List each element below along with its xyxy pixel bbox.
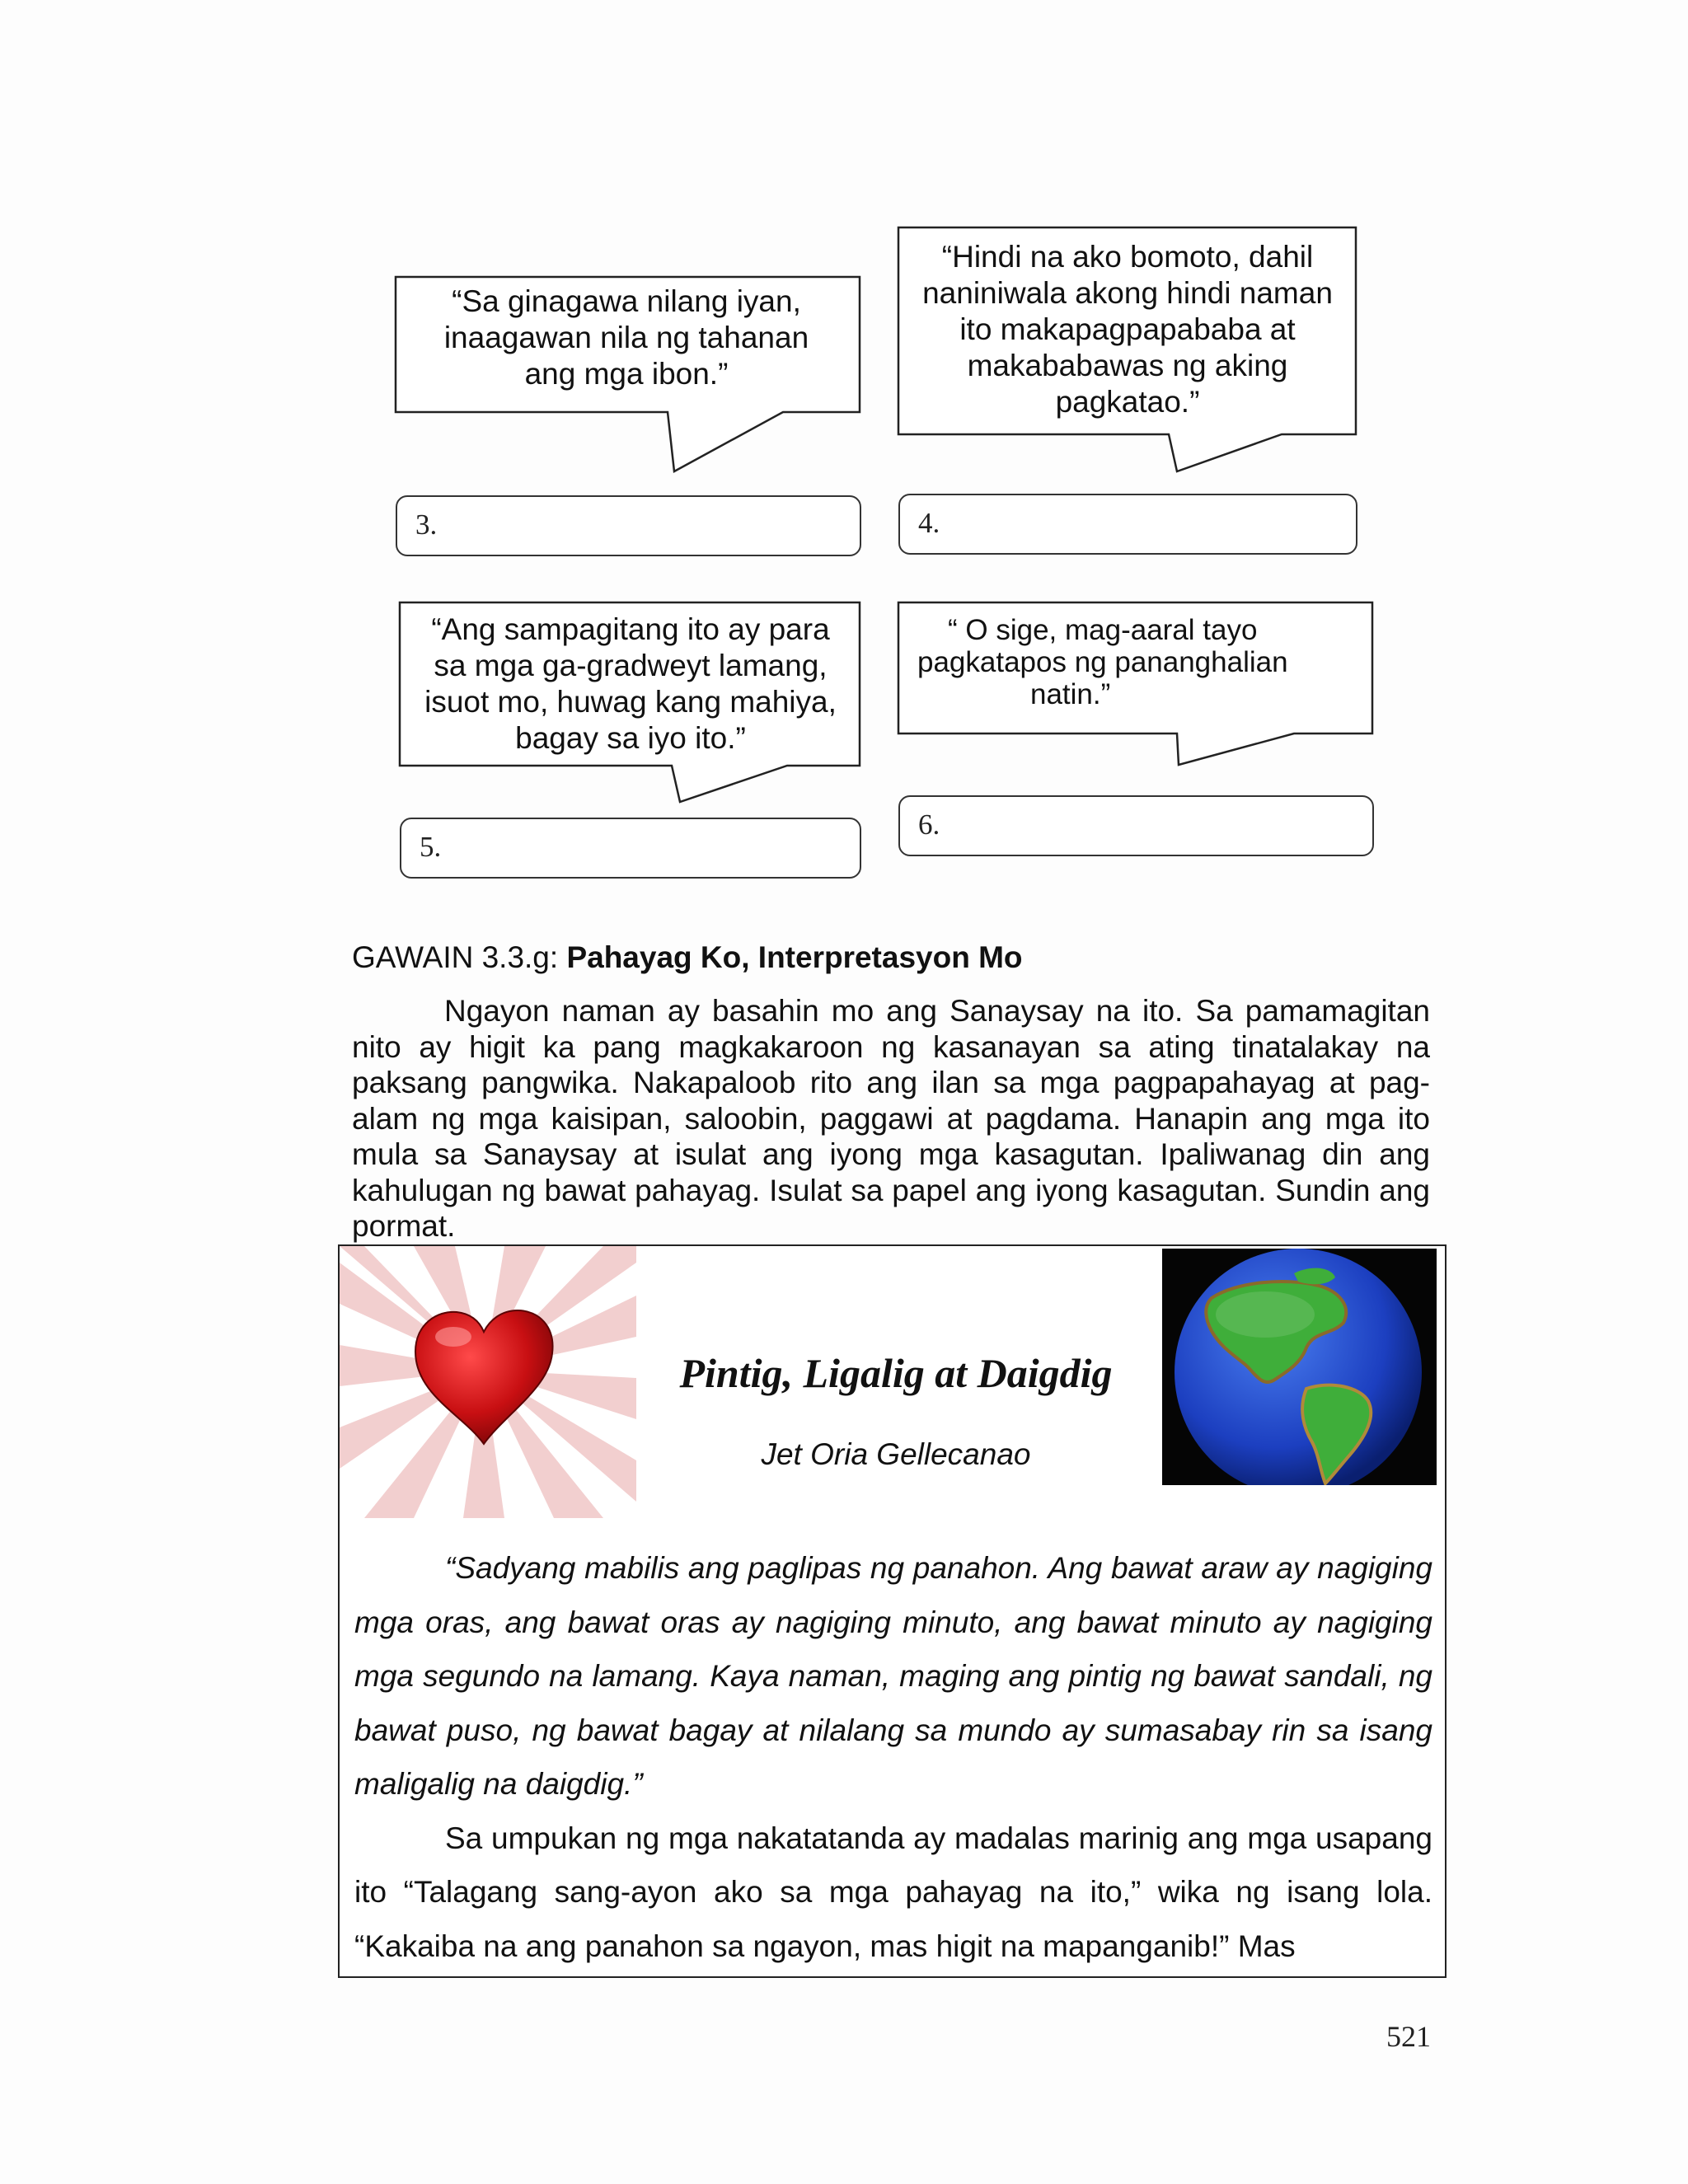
activity-label: GAWAIN 3.3.g:	[352, 940, 567, 974]
speech-bubble-4-line-1: “ O sige, mag-aaral tayo	[948, 614, 1258, 646]
activity-instructions	[352, 993, 1430, 1244]
essay-frame	[338, 1244, 1447, 1978]
speech-bubble-2-text: “Hindi na ako bomoto, dahil naniniwala akong hindi naman ito makapagpapababa at makababawas ng aking pagkatao.”	[922, 240, 1333, 419]
speech-bubble-4-text	[917, 614, 1346, 710]
answer-box-6[interactable]	[898, 795, 1374, 856]
activity-heading	[352, 940, 1023, 976]
speech-bubble-3-text: “Ang sampagitang ito ay para sa mga ga-gradweyt lamang, isuot mo, huwag kang mahiya, bagay sa iyo ito.”	[424, 612, 837, 755]
answer-number-4: 4.	[918, 507, 940, 539]
answer-number-3: 3.	[415, 509, 438, 541]
speech-bubble-4-line-3: natin.”	[1030, 678, 1111, 710]
essay-author: Jet Oria Gellecanao	[761, 1437, 1031, 1471]
essay-title: Pintig, Ligalig at Daigdig	[679, 1350, 1113, 1396]
essay-body	[354, 1541, 1432, 1973]
speech-bubble-4-line-2: pagkatapos ng pananghalian	[917, 646, 1288, 678]
globe-icon	[1162, 1249, 1437, 1485]
essay-opening-quote: “Sadyang mabilis ang paglipas ng panahon. Ang bawat araw ay nagiging mga oras, ang bawat oras ay nagiging minuto, ang bawat minuto ay nagiging mga segundo na lamang. Kaya naman, maging ang pintig ng bawat sandali, ng bawat puso, ng bawat bagay at nilalang sa mundo ay sumasabay rin sa isang maligalig na daigdig.”	[354, 1551, 1432, 1801]
activity-instructions-text: Ngayon naman ay basahin mo ang Sanaysay na ito. Sa pamamagitan nito ay higit ka pang magkakaroon ng kasanayan sa ating tinatalakay na paksang pangwika. Nakapaloob rito ang ilan sa mga pagpapahayag at pag-alam ng mga kaisipan, saloobin, paggawi at pagdama. Hanapin ang mga ito mula sa Sanaysay at isulat ang iyong mga kasagutan. Ipaliwanag din ang kahulugan ng bawat pahayag. Isulat sa papel ang iyong kasagutan. Sundin ang pormat.	[352, 994, 1430, 1243]
speech-bubble-1-text: “Sa ginagawa nilang iyan, inaagawan nila ng tahanan ang mga ibon.”	[443, 284, 809, 391]
answer-box-5[interactable]	[400, 818, 861, 879]
page-number: 521	[1386, 2020, 1431, 2053]
essay-body-text: Sa umpukan ng mga nakatatanda ay madalas marinig ang mga usapang ito “Talagang sang-ayon ako sa mga pahayag na ito,” wika ng isang lola. “Kakaiba na ang panahon sa ngayon, mas higit na mapanganib!” Mas	[354, 1821, 1432, 1963]
activity-title: Pahayag Ko, Interpretasyon Mo	[566, 940, 1023, 974]
answer-number-5: 5.	[420, 831, 442, 863]
answer-number-6: 6.	[918, 808, 940, 841]
heart-icon	[340, 1246, 636, 1518]
